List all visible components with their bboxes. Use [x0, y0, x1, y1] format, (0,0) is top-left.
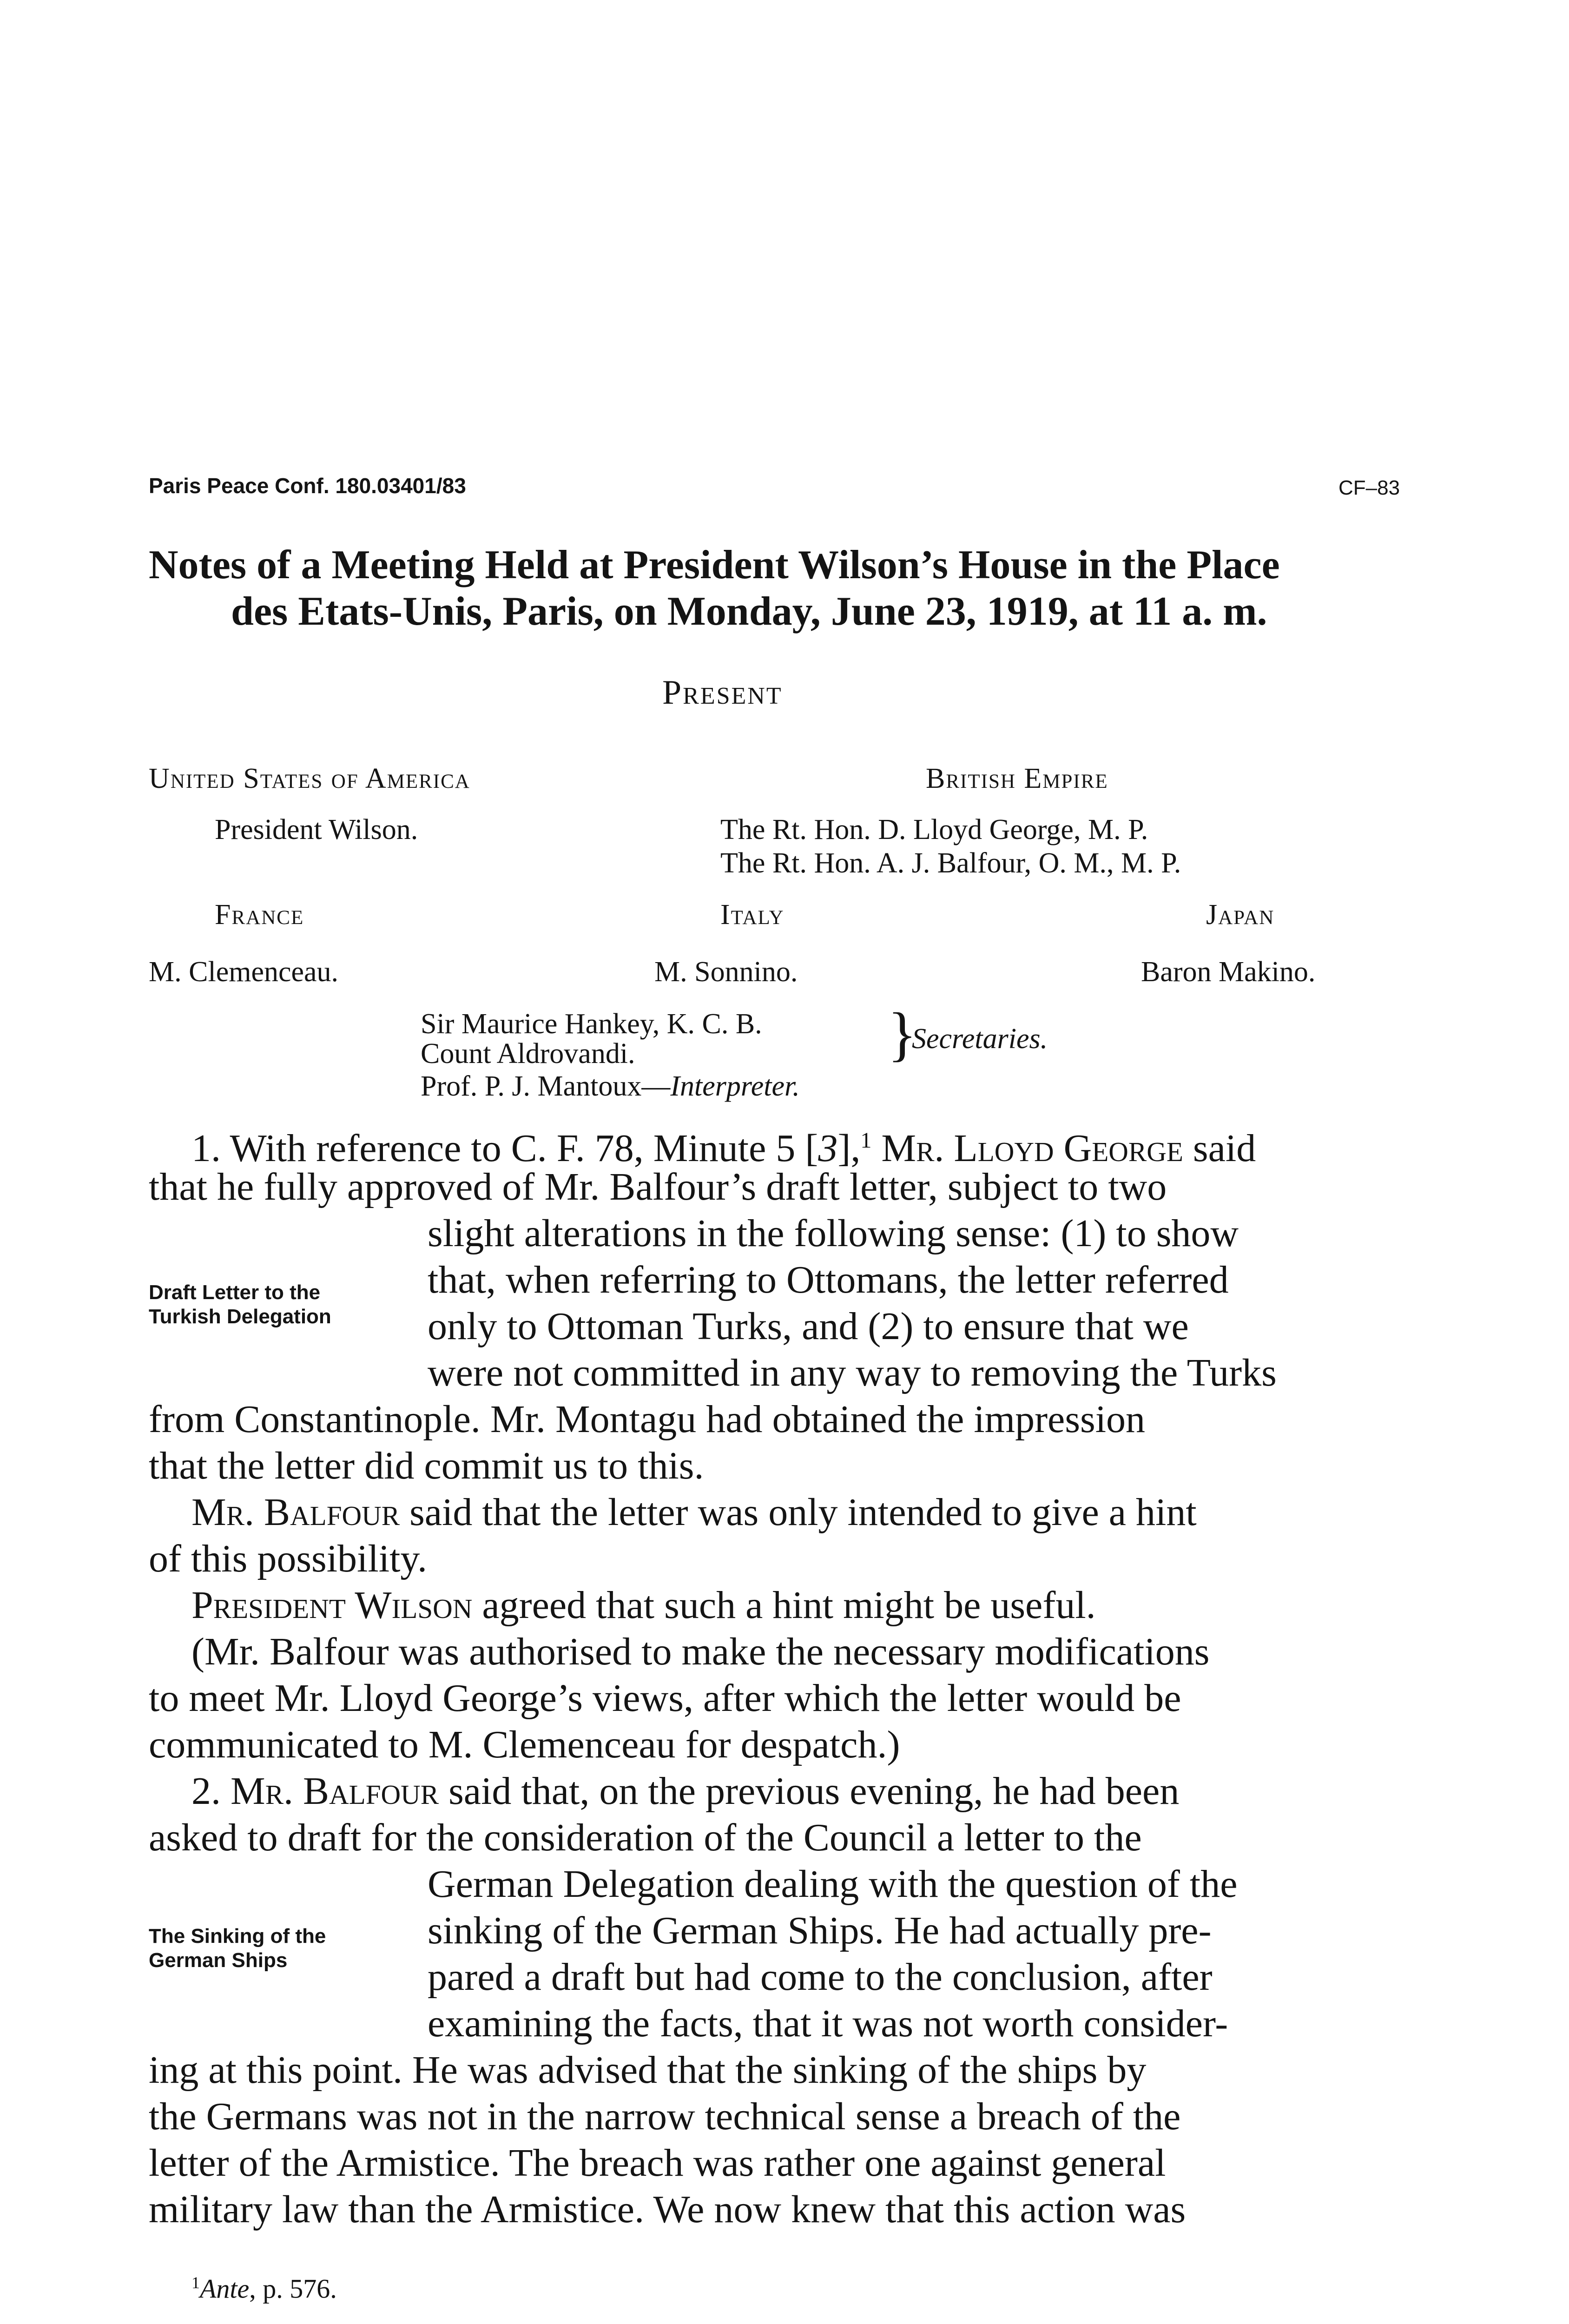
speaker-balfour-2: Mr. Balfour: [231, 1769, 439, 1813]
title-line-1: Notes of a Meeting Held at President Wilson’s House in the Place: [149, 542, 1280, 588]
body-line-16: asked to draft for the consideration of the Council a letter to the: [149, 1816, 1142, 1859]
footnote-text: Ante: [200, 2273, 250, 2304]
body-line-13: to meet Mr. Lloyd George’s views, after which the letter would be: [149, 1677, 1181, 1720]
british-member-2: The Rt. Hon. A. J. Balfour, O. M., M. P.: [720, 847, 1181, 879]
usa-member: President Wilson.: [215, 814, 418, 845]
sidenote-1-line-1: Draft Letter to the: [149, 1281, 321, 1304]
footnote-mark: 1: [191, 2273, 200, 2292]
title-line-2: des Etats-Unis, Paris, on Monday, June 23, 1919, at 11 a. m.: [231, 589, 1267, 634]
body-line-18: sinking of the German Ships. He had actually pre-: [428, 1909, 1212, 1952]
body-line-08: that the letter did commit us to this.: [149, 1444, 704, 1487]
body-line-20: examining the facts, that it was not worth consider-: [428, 2002, 1228, 2045]
body-line-04: that, when referring to Ottomans, the letter referred: [428, 1258, 1229, 1301]
body-line-10: of this possibility.: [149, 1537, 427, 1580]
interpreter-name: Prof. P. J. Mantoux—: [421, 1070, 671, 1102]
present-heading: Present: [662, 673, 783, 712]
body-line-19: pared a draft but had come to the conclusion, after: [428, 1955, 1213, 1999]
body-line-22: the Germans was not in the narrow technical sense a breach of the: [149, 2095, 1181, 2138]
italy-member: M. Sonnino.: [654, 956, 798, 988]
sidenote-draft-letter: [149, 1281, 331, 1329]
japan-label: Japan: [1206, 899, 1275, 931]
interpreter-role: Interpreter.: [670, 1070, 800, 1102]
secretaries-brace: }: [888, 1001, 917, 1068]
body-line-11: [191, 1583, 1096, 1628]
body-line-01-b: 3: [818, 1127, 838, 1170]
body-line-09-rest: said that the letter was only intended to give a hint: [400, 1491, 1197, 1534]
body-line-01-d: [871, 1127, 881, 1170]
body-line-06: were not committed in any way to removing the Turks: [428, 1351, 1277, 1394]
france-member: M. Clemenceau.: [149, 956, 339, 988]
secretaries-label: Secretaries.: [912, 1023, 1048, 1055]
british-label: British Empire: [926, 763, 1108, 794]
sidenote-1-line-2: Turkish Delegation: [149, 1305, 331, 1328]
body-line-15-a: 2.: [191, 1769, 231, 1813]
body-line-15: [191, 1769, 1179, 1814]
secretary-1: Sir Maurice Hankey, K. C. B.: [421, 1008, 762, 1040]
body-line-11-rest: agreed that such a hint might be useful.: [472, 1584, 1096, 1627]
body-line-07: from Constantinople. Mr. Montagu had obtained the impression: [149, 1398, 1146, 1441]
footnote-ref: 1: [860, 1128, 872, 1153]
speaker-balfour-1: Mr. Balfour: [191, 1491, 400, 1534]
body-line-23: letter of the Armistice. The breach was rather one against general: [149, 2141, 1166, 2185]
body-line-01-c: ],: [837, 1127, 861, 1170]
body-line-12: (Mr. Balfour was authorised to make the necessary modifications: [191, 1630, 1210, 1673]
body-line-15-rest: said that, on the previous evening, he had been: [439, 1769, 1180, 1813]
body-line-01-a: 1. With reference to C. F. 78, Minute 5 [: [191, 1127, 818, 1170]
speaker-wilson: President Wilson: [191, 1584, 473, 1627]
italy-label: Italy: [720, 899, 784, 931]
sidenote-2-line-2: German Ships: [149, 1949, 288, 1972]
footnote-rest: , p. 576.: [249, 2273, 337, 2304]
body-line-01-e: said: [1183, 1127, 1256, 1170]
footnote: [191, 2273, 337, 2304]
document-citation: Paris Peace Conf. 180.03401/83: [149, 474, 466, 498]
speaker-lloyd-george: Mr. Lloyd George: [881, 1127, 1183, 1170]
body-line-01: [191, 1118, 1256, 1171]
usa-label: United States of America: [149, 763, 470, 794]
japan-member: Baron Makino.: [1141, 956, 1316, 988]
secretary-2: Count Aldrovandi.: [421, 1038, 635, 1070]
body-line-17: German Delegation dealing with the question of the: [428, 1862, 1238, 1906]
france-label: France: [215, 899, 304, 931]
document-code: CF–83: [1338, 476, 1400, 499]
body-line-14: communicated to M. Clemenceau for despatch.): [149, 1723, 900, 1766]
body-line-09: [191, 1490, 1197, 1535]
body-line-02: that he fully approved of Mr. Balfour’s draft letter, subject to two: [149, 1165, 1167, 1208]
body-line-05: only to Ottoman Turks, and (2) to ensure that we: [428, 1305, 1189, 1348]
sidenote-2-line-1: The Sinking of the: [149, 1925, 326, 1948]
body-line-03: slight alterations in the following sense: (1) to show: [428, 1212, 1239, 1255]
interpreter-line: [421, 1070, 800, 1103]
body-line-24: military law than the Armistice. We now knew that this action was: [149, 2188, 1186, 2231]
british-member-1: The Rt. Hon. D. Lloyd George, M. P.: [720, 814, 1148, 845]
sidenote-sinking-ships: [149, 1924, 326, 1973]
body-line-21: ing at this point. He was advised that the sinking of the ships by: [149, 2048, 1147, 2092]
